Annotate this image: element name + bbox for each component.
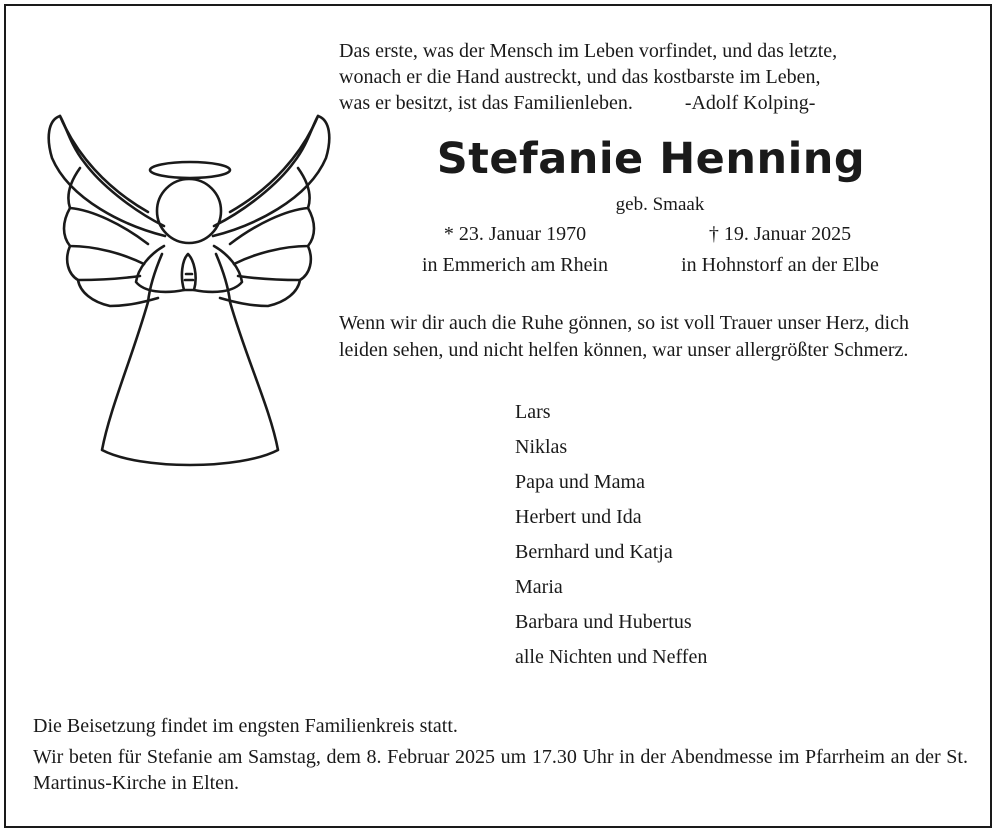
mourner-name: Maria: [515, 576, 563, 598]
verse-line: Wenn wir dir auch die Ruhe gönnen, so ist voll Trauer unser Herz, dich: [339, 312, 909, 334]
mass-notice: Wir beten für Stefanie am Samstag, dem 8. Februar 2025 um 17.30 Uhr in der Abendmesse im Pfarrheim an der St. Martinus-Kirche in Elten.: [33, 746, 968, 794]
quote-author: -Adolf Kolping-: [684, 92, 816, 114]
mourner-name: Herbert und Ida: [515, 506, 642, 528]
opening-quote: [339, 38, 837, 116]
death-info: [660, 221, 900, 279]
mourners-list: [515, 399, 707, 679]
birth-date: * 23. Januar 1970: [443, 223, 587, 245]
mourner-name: Papa und Mama: [515, 471, 645, 493]
death-date: † 19. Januar 2025: [708, 223, 852, 245]
praying-angel-icon: [40, 108, 364, 474]
quote-line: Das erste, was der Mensch im Leben vorfindet, und das letzte,: [339, 40, 838, 62]
mourner-name: alle Nichten und Neffen: [515, 646, 708, 668]
birth-info: [404, 221, 626, 279]
mourner-name: Lars: [515, 401, 551, 423]
birth-name: geb. Smaak: [615, 194, 705, 215]
verse-line: leiden sehen, und nicht helfen können, war unser allergrößter Schmerz.: [339, 339, 909, 361]
mourner-name: Barbara und Hubertus: [515, 611, 692, 633]
death-place: in Hohnstorf an der Elbe: [681, 254, 879, 276]
birth-place: in Emmerich am Rhein: [421, 254, 609, 276]
quote-line: was er besitzt, ist das Familienleben. -Adolf Kolping-: [339, 92, 816, 114]
halo-icon: [150, 162, 230, 178]
burial-notice: Die Beisetzung findet im engsten Familienkreis statt.: [33, 715, 458, 737]
deceased-name: Stefanie Henning: [436, 134, 866, 184]
quote-line: wonach er die Hand austreckt, und das kostbarste im Leben,: [339, 66, 821, 88]
mourner-name: Niklas: [515, 436, 568, 458]
mourner-name: Bernhard und Katja: [515, 541, 673, 563]
memorial-verse: [339, 310, 909, 364]
